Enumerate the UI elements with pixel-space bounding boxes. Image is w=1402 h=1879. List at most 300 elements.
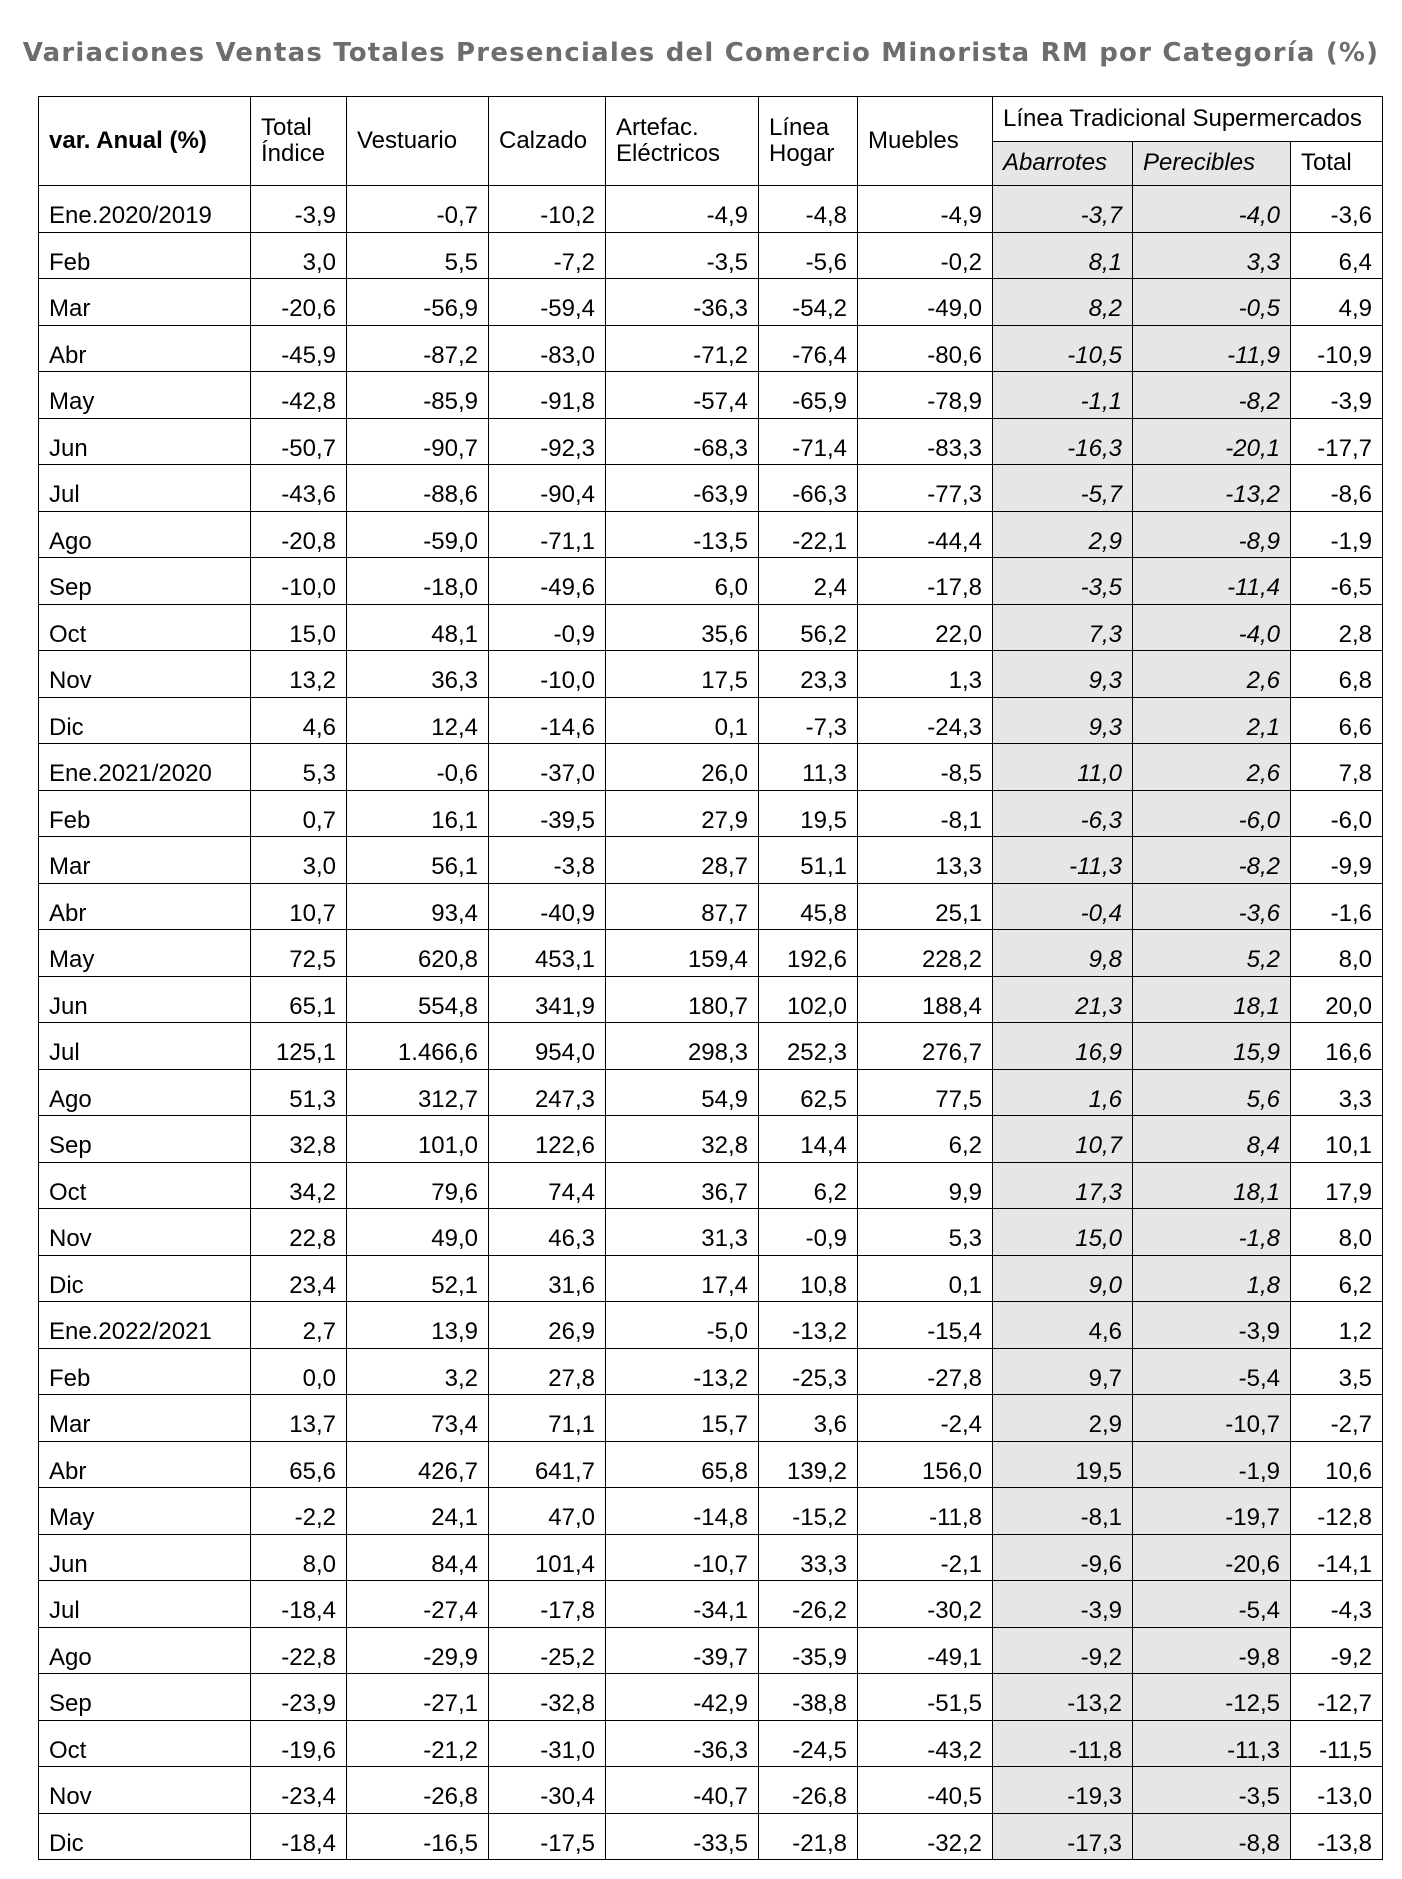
table-row xyxy=(39,744,1383,791)
table-cell: 125,1 xyxy=(251,1023,347,1070)
table-cell: 3,0 xyxy=(251,232,347,279)
table-row xyxy=(39,279,1383,326)
table-cell: -8,2 xyxy=(1133,837,1291,884)
table-cell: 5,5 xyxy=(347,232,489,279)
table-cell: -32,8 xyxy=(489,1674,606,1721)
table-cell: -10,5 xyxy=(993,325,1133,372)
table-cell: 298,3 xyxy=(606,1023,759,1070)
table-cell: -66,3 xyxy=(759,465,858,512)
table-cell: -13,2 xyxy=(606,1348,759,1395)
table-cell: 27,9 xyxy=(606,790,759,837)
table-row xyxy=(39,1534,1383,1581)
table-row xyxy=(39,1348,1383,1395)
table-cell: -42,9 xyxy=(606,1674,759,1721)
table-cell: -42,8 xyxy=(251,372,347,419)
table-cell: 54,9 xyxy=(606,1069,759,1116)
table-cell: 3,0 xyxy=(251,837,347,884)
table-cell: 9,9 xyxy=(858,1162,993,1209)
table-cell: -9,2 xyxy=(993,1627,1133,1674)
row-label: Sep xyxy=(39,1116,251,1163)
table-cell: -17,8 xyxy=(489,1581,606,1628)
table-cell: 56,2 xyxy=(759,604,858,651)
table-cell: -5,6 xyxy=(759,232,858,279)
table-cell: 15,0 xyxy=(251,604,347,651)
table-cell: -57,4 xyxy=(606,372,759,419)
table-cell: -18,4 xyxy=(251,1813,347,1860)
col-header-muebles: Muebles xyxy=(858,97,993,186)
table-cell: -14,8 xyxy=(606,1488,759,1535)
row-label: Jul xyxy=(39,1581,251,1628)
table-row xyxy=(39,1116,1383,1163)
table-cell: 51,1 xyxy=(759,837,858,884)
table-cell: -27,1 xyxy=(347,1674,489,1721)
table-row xyxy=(39,558,1383,605)
table-cell: -49,1 xyxy=(858,1627,993,1674)
table-cell: -14,1 xyxy=(1291,1534,1383,1581)
table-cell: -39,7 xyxy=(606,1627,759,1674)
table-cell: -33,5 xyxy=(606,1813,759,1860)
table-cell: 1,6 xyxy=(993,1069,1133,1116)
table-cell: -17,8 xyxy=(858,558,993,605)
table-cell: 15,7 xyxy=(606,1395,759,1442)
table-cell: -10,7 xyxy=(606,1534,759,1581)
table-cell: 8,4 xyxy=(1133,1116,1291,1163)
table-cell: -24,3 xyxy=(858,697,993,744)
table-cell: -11,5 xyxy=(1291,1720,1383,1767)
table-cell: -3,7 xyxy=(993,186,1133,233)
row-label: Jun xyxy=(39,418,251,465)
table-cell: -19,3 xyxy=(993,1767,1133,1814)
table-cell: 24,1 xyxy=(347,1488,489,1535)
table-row xyxy=(39,465,1383,512)
table-row xyxy=(39,651,1383,698)
table-cell: -1,1 xyxy=(993,372,1133,419)
row-label: May xyxy=(39,372,251,419)
table-cell: -2,2 xyxy=(251,1488,347,1535)
table-cell: -17,5 xyxy=(489,1813,606,1860)
table-cell: 9,8 xyxy=(993,930,1133,977)
table-cell: -88,6 xyxy=(347,465,489,512)
col-header-super-total: Total xyxy=(1291,142,1383,186)
table-cell: 5,3 xyxy=(251,744,347,791)
table-cell: -7,3 xyxy=(759,697,858,744)
table-cell: -19,6 xyxy=(251,1720,347,1767)
table-cell: -20,1 xyxy=(1133,418,1291,465)
table-cell: 52,1 xyxy=(347,1255,489,1302)
table-cell: -11,8 xyxy=(993,1720,1133,1767)
table-cell: 312,7 xyxy=(347,1069,489,1116)
table-cell: -80,6 xyxy=(858,325,993,372)
table-cell: -9,6 xyxy=(993,1534,1133,1581)
table-cell: -18,4 xyxy=(251,1581,347,1628)
table-cell: -0,5 xyxy=(1133,279,1291,326)
table-cell: 33,3 xyxy=(759,1534,858,1581)
table-cell: 8,0 xyxy=(251,1534,347,1581)
table-cell: 36,3 xyxy=(347,651,489,698)
table-cell: 341,9 xyxy=(489,976,606,1023)
table-cell: 11,3 xyxy=(759,744,858,791)
table-cell: 2,4 xyxy=(759,558,858,605)
row-label: Nov xyxy=(39,651,251,698)
row-label: Sep xyxy=(39,558,251,605)
row-label: Ene.2022/2021 xyxy=(39,1302,251,1349)
table-cell: -10,9 xyxy=(1291,325,1383,372)
table-cell: 49,0 xyxy=(347,1209,489,1256)
table-row xyxy=(39,1581,1383,1628)
table-cell: -44,4 xyxy=(858,511,993,558)
table-cell: 47,0 xyxy=(489,1488,606,1535)
table-cell: 65,8 xyxy=(606,1441,759,1488)
table-cell: -2,4 xyxy=(858,1395,993,1442)
table-cell: -32,2 xyxy=(858,1813,993,1860)
table-cell: 0,1 xyxy=(606,697,759,744)
table-cell: 247,3 xyxy=(489,1069,606,1116)
table-cell: 62,5 xyxy=(759,1069,858,1116)
table-cell: -10,0 xyxy=(489,651,606,698)
table-cell: 11,0 xyxy=(993,744,1133,791)
table-cell: -83,3 xyxy=(858,418,993,465)
table-cell: 13,9 xyxy=(347,1302,489,1349)
table-cell: 10,8 xyxy=(759,1255,858,1302)
col-header-group-supermercados: Línea Tradicional Supermercados xyxy=(993,97,1383,142)
row-label: Ago xyxy=(39,1069,251,1116)
table-row xyxy=(39,1674,1383,1721)
row-label: Jun xyxy=(39,1534,251,1581)
row-label: Feb xyxy=(39,232,251,279)
row-label: Ago xyxy=(39,511,251,558)
table-cell: 156,0 xyxy=(858,1441,993,1488)
page-title: Variaciones Ventas Totales Presenciales del Comercio Minorista RM por Categoría (%) xyxy=(22,38,1380,68)
table-cell: 8,0 xyxy=(1291,1209,1383,1256)
table-cell: -11,9 xyxy=(1133,325,1291,372)
table-cell: -14,6 xyxy=(489,697,606,744)
table-cell: -4,9 xyxy=(858,186,993,233)
table-cell: -11,8 xyxy=(858,1488,993,1535)
table-cell: -8,2 xyxy=(1133,372,1291,419)
table-row xyxy=(39,697,1383,744)
table-cell: -4,3 xyxy=(1291,1581,1383,1628)
table-cell: 554,8 xyxy=(347,976,489,1023)
table-cell: -3,6 xyxy=(1133,883,1291,930)
table-cell: 6,2 xyxy=(1291,1255,1383,1302)
table-cell: 7,3 xyxy=(993,604,1133,651)
col-header-abarrotes: Abarrotes xyxy=(993,142,1133,186)
table-row xyxy=(39,1767,1383,1814)
table-cell: -90,4 xyxy=(489,465,606,512)
row-label: Abr xyxy=(39,325,251,372)
table-cell: 6,8 xyxy=(1291,651,1383,698)
table-cell: -1,9 xyxy=(1133,1441,1291,1488)
table-cell: 31,6 xyxy=(489,1255,606,1302)
table-cell: 3,5 xyxy=(1291,1348,1383,1395)
table-row xyxy=(39,511,1383,558)
table-cell: -6,0 xyxy=(1291,790,1383,837)
table-cell: -17,7 xyxy=(1291,418,1383,465)
table-cell: -15,4 xyxy=(858,1302,993,1349)
table-cell: -54,2 xyxy=(759,279,858,326)
table-cell: -11,3 xyxy=(993,837,1133,884)
table-cell: -22,1 xyxy=(759,511,858,558)
table-cell: 0,1 xyxy=(858,1255,993,1302)
table-row xyxy=(39,1209,1383,1256)
table-cell: 17,9 xyxy=(1291,1162,1383,1209)
table-row xyxy=(39,1813,1383,1860)
table-cell: 6,6 xyxy=(1291,697,1383,744)
table-cell: -40,9 xyxy=(489,883,606,930)
table-cell: -17,3 xyxy=(993,1813,1133,1860)
table-cell: 19,5 xyxy=(993,1441,1133,1488)
table-cell: -34,1 xyxy=(606,1581,759,1628)
table-cell: 9,0 xyxy=(993,1255,1133,1302)
col-header-perecibles: Perecibles xyxy=(1133,142,1291,186)
table-cell: -3,6 xyxy=(1291,186,1383,233)
table-cell: 1,2 xyxy=(1291,1302,1383,1349)
table-row xyxy=(39,1255,1383,1302)
table-cell: -0,2 xyxy=(858,232,993,279)
table-cell: -2,1 xyxy=(858,1534,993,1581)
table-cell: 31,3 xyxy=(606,1209,759,1256)
table-cell: -15,2 xyxy=(759,1488,858,1535)
table-cell: 6,0 xyxy=(606,558,759,605)
table-cell: 21,3 xyxy=(993,976,1133,1023)
table-cell: -3,9 xyxy=(1291,372,1383,419)
table-cell: 4,6 xyxy=(993,1302,1133,1349)
table-cell: 8,2 xyxy=(993,279,1133,326)
table-cell: 16,9 xyxy=(993,1023,1133,1070)
table-cell: -71,1 xyxy=(489,511,606,558)
table-row xyxy=(39,1069,1383,1116)
table-cell: 12,4 xyxy=(347,697,489,744)
table-cell: -18,0 xyxy=(347,558,489,605)
table-cell: 56,1 xyxy=(347,837,489,884)
table-cell: 15,9 xyxy=(1133,1023,1291,1070)
table-cell: 23,4 xyxy=(251,1255,347,1302)
table-cell: 17,3 xyxy=(993,1162,1133,1209)
table-cell: 276,7 xyxy=(858,1023,993,1070)
row-label: Mar xyxy=(39,1395,251,1442)
table-cell: 3,2 xyxy=(347,1348,489,1395)
table-cell: 34,2 xyxy=(251,1162,347,1209)
table-cell: 192,6 xyxy=(759,930,858,977)
table-cell: -45,9 xyxy=(251,325,347,372)
table-row xyxy=(39,1627,1383,1674)
table-row xyxy=(39,1720,1383,1767)
row-label: Jun xyxy=(39,976,251,1023)
table-cell: -92,3 xyxy=(489,418,606,465)
table-cell: -49,6 xyxy=(489,558,606,605)
table-cell: -11,3 xyxy=(1133,1720,1291,1767)
table-cell: -68,3 xyxy=(606,418,759,465)
table-cell: 252,3 xyxy=(759,1023,858,1070)
table-cell: -40,5 xyxy=(858,1767,993,1814)
table-row xyxy=(39,883,1383,930)
table-cell: -83,0 xyxy=(489,325,606,372)
table-cell: -4,9 xyxy=(606,186,759,233)
table-cell: -22,8 xyxy=(251,1627,347,1674)
table-cell: -27,8 xyxy=(858,1348,993,1395)
table-cell: 8,1 xyxy=(993,232,1133,279)
row-label: Feb xyxy=(39,790,251,837)
table-cell: -27,4 xyxy=(347,1581,489,1628)
table-cell: -5,0 xyxy=(606,1302,759,1349)
table-cell: 20,0 xyxy=(1291,976,1383,1023)
table-cell: -13,2 xyxy=(993,1674,1133,1721)
table-cell: 32,8 xyxy=(251,1116,347,1163)
table-row xyxy=(39,604,1383,651)
table-cell: 9,3 xyxy=(993,697,1133,744)
table-cell: -12,8 xyxy=(1291,1488,1383,1535)
table-cell: -31,0 xyxy=(489,1720,606,1767)
table-cell: 101,0 xyxy=(347,1116,489,1163)
table-cell: 159,4 xyxy=(606,930,759,977)
table-cell: 122,6 xyxy=(489,1116,606,1163)
table-row xyxy=(39,1441,1383,1488)
table-cell: -16,5 xyxy=(347,1813,489,1860)
table-row xyxy=(39,1023,1383,1070)
row-label: Ene.2020/2019 xyxy=(39,186,251,233)
table-cell: 0,0 xyxy=(251,1348,347,1395)
table-cell: -6,3 xyxy=(993,790,1133,837)
table-cell: -1,8 xyxy=(1133,1209,1291,1256)
table-cell: -20,6 xyxy=(251,279,347,326)
table-cell: 17,5 xyxy=(606,651,759,698)
table-cell: -0,6 xyxy=(347,744,489,791)
table-cell: -23,9 xyxy=(251,1674,347,1721)
table-cell: -3,9 xyxy=(251,186,347,233)
table-cell: 17,4 xyxy=(606,1255,759,1302)
table-cell: -0,9 xyxy=(759,1209,858,1256)
row-label: Mar xyxy=(39,279,251,326)
table-cell: -24,5 xyxy=(759,1720,858,1767)
table-cell: 25,1 xyxy=(858,883,993,930)
table-cell: -0,7 xyxy=(347,186,489,233)
row-label: Oct xyxy=(39,1720,251,1767)
table-cell: -40,7 xyxy=(606,1767,759,1814)
table-row xyxy=(39,1488,1383,1535)
table-cell: -16,3 xyxy=(993,418,1133,465)
table-row xyxy=(39,930,1383,977)
table-cell: -25,3 xyxy=(759,1348,858,1395)
table-cell: 954,0 xyxy=(489,1023,606,1070)
row-label: Feb xyxy=(39,1348,251,1395)
table-cell: 18,1 xyxy=(1133,976,1291,1023)
table-cell: -13,2 xyxy=(1133,465,1291,512)
table-cell: 13,3 xyxy=(858,837,993,884)
table-row xyxy=(39,790,1383,837)
table-cell: -30,4 xyxy=(489,1767,606,1814)
table-cell: 71,1 xyxy=(489,1395,606,1442)
table-cell: -49,0 xyxy=(858,279,993,326)
table-cell: 74,4 xyxy=(489,1162,606,1209)
table-cell: 180,7 xyxy=(606,976,759,1023)
table-cell: 8,0 xyxy=(1291,930,1383,977)
table-cell: -5,4 xyxy=(1133,1348,1291,1395)
table-cell: 65,6 xyxy=(251,1441,347,1488)
table-cell: 26,0 xyxy=(606,744,759,791)
table-cell: -13,8 xyxy=(1291,1813,1383,1860)
row-header: var. Anual (%) xyxy=(39,97,251,186)
table-cell: -3,8 xyxy=(489,837,606,884)
table-cell: -5,7 xyxy=(993,465,1133,512)
table-cell: -3,5 xyxy=(606,232,759,279)
table-cell: -1,9 xyxy=(1291,511,1383,558)
table-cell: -21,8 xyxy=(759,1813,858,1860)
table-cell: 2,7 xyxy=(251,1302,347,1349)
table-row xyxy=(39,232,1383,279)
table-cell: 3,6 xyxy=(759,1395,858,1442)
row-label: May xyxy=(39,1488,251,1535)
table-cell: 77,5 xyxy=(858,1069,993,1116)
table-cell: 1,8 xyxy=(1133,1255,1291,1302)
table-cell: 48,1 xyxy=(347,604,489,651)
table-cell: 22,8 xyxy=(251,1209,347,1256)
table-cell: -21,2 xyxy=(347,1720,489,1767)
table-cell: 45,8 xyxy=(759,883,858,930)
row-label: Ene.2021/2020 xyxy=(39,744,251,791)
table-cell: 13,2 xyxy=(251,651,347,698)
table-cell: -56,9 xyxy=(347,279,489,326)
table-cell: 14,4 xyxy=(759,1116,858,1163)
table-cell: -30,2 xyxy=(858,1581,993,1628)
table-cell: 1.466,6 xyxy=(347,1023,489,1070)
table-cell: -6,0 xyxy=(1133,790,1291,837)
table-row xyxy=(39,1162,1383,1209)
row-label: Ago xyxy=(39,1627,251,1674)
table-cell: 6,4 xyxy=(1291,232,1383,279)
table-cell: -13,2 xyxy=(759,1302,858,1349)
table-cell: 4,6 xyxy=(251,697,347,744)
table-cell: -10,0 xyxy=(251,558,347,605)
table-cell: 620,8 xyxy=(347,930,489,977)
table-cell: -9,8 xyxy=(1133,1627,1291,1674)
table-cell: -87,2 xyxy=(347,325,489,372)
table-cell: -26,8 xyxy=(347,1767,489,1814)
table-cell: -71,2 xyxy=(606,325,759,372)
row-label: Oct xyxy=(39,1162,251,1209)
table-cell: -4,0 xyxy=(1133,604,1291,651)
table-cell: 9,3 xyxy=(993,651,1133,698)
table-row xyxy=(39,1302,1383,1349)
col-header-total-indice: Total Índice xyxy=(251,97,347,186)
table-cell: 5,3 xyxy=(858,1209,993,1256)
table-cell: 1,3 xyxy=(858,651,993,698)
table-cell: 426,7 xyxy=(347,1441,489,1488)
table-cell: -3,5 xyxy=(993,558,1133,605)
table-cell: 10,6 xyxy=(1291,1441,1383,1488)
table-row xyxy=(39,418,1383,465)
table-cell: -9,9 xyxy=(1291,837,1383,884)
table-cell: 27,8 xyxy=(489,1348,606,1395)
row-label: Mar xyxy=(39,837,251,884)
table-cell: 87,7 xyxy=(606,883,759,930)
table-cell: -12,7 xyxy=(1291,1674,1383,1721)
table-row xyxy=(39,837,1383,884)
table-cell: 93,4 xyxy=(347,883,489,930)
table-cell: 6,2 xyxy=(759,1162,858,1209)
table-cell: -3,9 xyxy=(993,1581,1133,1628)
table-cell: 18,1 xyxy=(1133,1162,1291,1209)
table-cell: 16,6 xyxy=(1291,1023,1383,1070)
table-cell: -3,5 xyxy=(1133,1767,1291,1814)
table-cell: 139,2 xyxy=(759,1441,858,1488)
table-cell: -23,4 xyxy=(251,1767,347,1814)
table-cell: -4,0 xyxy=(1133,186,1291,233)
row-label: Oct xyxy=(39,604,251,651)
table-cell: -11,4 xyxy=(1133,558,1291,605)
table-cell: -71,4 xyxy=(759,418,858,465)
table-cell: -5,4 xyxy=(1133,1581,1291,1628)
row-label: Nov xyxy=(39,1209,251,1256)
